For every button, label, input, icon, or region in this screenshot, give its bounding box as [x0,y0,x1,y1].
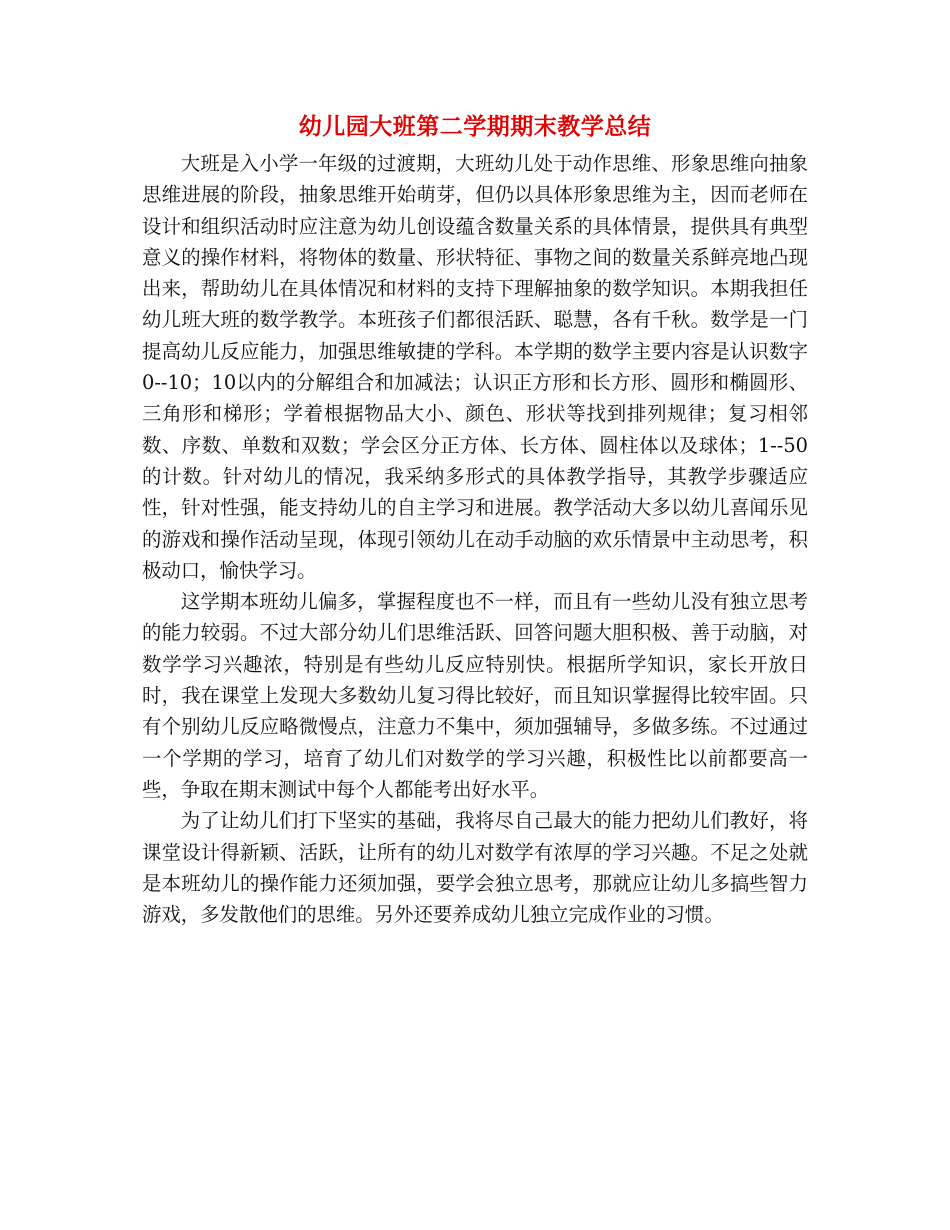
paragraph-2: 这学期本班幼儿偏多，掌握程度也不一样，而且有一些幼儿没有独立思考的能力较弱。不过大部分幼儿们思维活跃、回答问题大胆积极、善于动脑，对数学学习兴趣浓，特别是有些幼儿反应特别快。根据所学知识，家长开放日时，我在课堂上发现大多数幼儿复习得比较好，而且知识掌握得比较牢固。只有个别幼儿反应略微慢点，注意力不集中，须加强辅导，多做多练。不过通过一个学期的学习，培育了幼儿们对数学的学习兴趣，积极性比以前都要高一些，争取在期末测试中每个人都能考出好水平。 [142,590,808,801]
paragraph-1: 大班是入小学一年级的过渡期，大班幼儿处于动作思维、形象思维向抽象思维进展的阶段，抽象思维开始萌芽，但仍以具体形象思维为主，因而老师在设计和组织活动时应注意为幼儿创设蕴含数量关系的具体情景，提供具有典型意义的操作材料，将物体的数量、形状特征、事物之间的数量关系鲜亮地凸现出来，帮助幼儿在具体情况和材料的支持下理解抽象的数学知识。本期我担任幼儿班大班的数学教学。本班孩子们都很活跃、聪慧，各有千秋。数学是一门提高幼儿反应能力，加强思维敏捷的学科。本学期的数学主要内容是认识数字0--10；10以内的分解组合和加减法；认识正方形和长方形、圆形和椭圆形、三角形和梯形；学着根据物品大小、颜色、形状等找到排列规律；复习相邻数、序数、单数和双数；学会区分正方体、长方体、圆柱体以及球体；1--50的计数。针对幼儿的情况，我采纳多形式的具体教学指导，其教学步骤适应性，针对性强，能支持幼儿的自主学习和进展。教学活动大多以幼儿喜闻乐见的游戏和操作活动呈现，体现引领幼儿在动手动脑的欢乐情景中主动思考，积极动口，愉快学习。 [142,152,808,582]
document-title: 幼儿园大班第二学期期末教学总结 [298,113,652,140]
document-body [142,148,808,930]
paragraph-3: 为了让幼儿们打下坚实的基础，我将尽自己最大的能力把幼儿们教好，将课堂设计得新颖、活跃，让所有的幼儿对数学有浓厚的学习兴趣。不足之处就是本班幼儿的操作能力还须加强，要学会独立思考，那就应让幼儿多搞些智力游戏，多发散他们的思维。另外还要养成幼儿独立完成作业的习惯。 [142,809,808,927]
